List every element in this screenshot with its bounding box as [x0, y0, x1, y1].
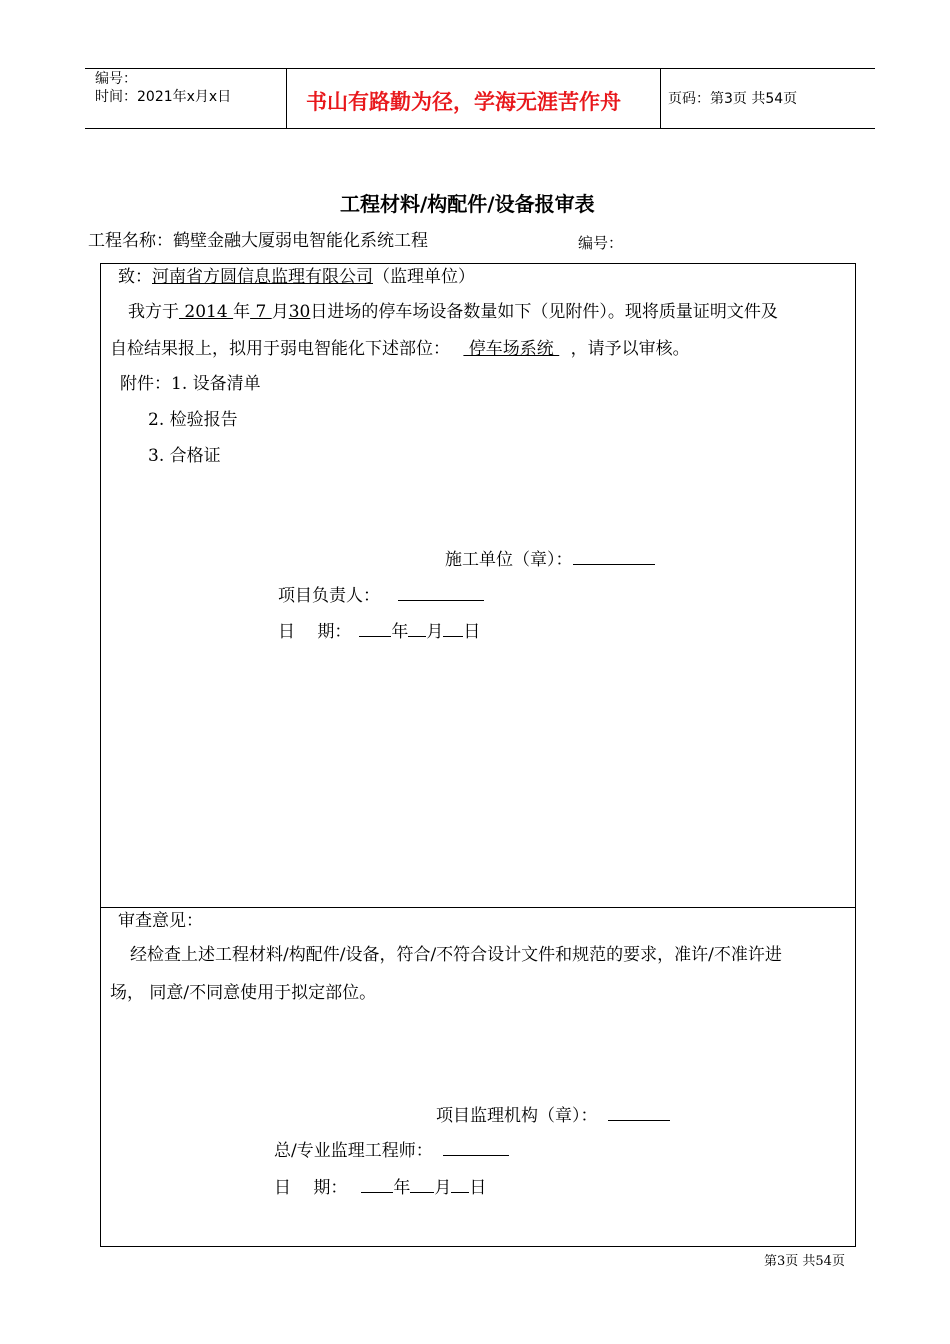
contractor-sign-line	[445, 548, 655, 571]
engineer-sign-line	[274, 1139, 509, 1162]
entry-statement-line2	[110, 338, 690, 360]
form-number-label: 编号：	[578, 234, 624, 252]
entry-year: 2014	[179, 302, 234, 322]
date-day-blank[interactable]	[443, 620, 463, 637]
date-year-blank[interactable]	[359, 620, 391, 637]
entry-day: 30	[288, 302, 311, 322]
date-label: 日 期：	[274, 1178, 348, 1198]
statement-line2-end: ，请予以审核。	[570, 339, 690, 359]
statement-text: 我方于	[128, 302, 179, 322]
page-footer: 第3页 共54页	[764, 1254, 845, 1269]
date-year-unit: 年	[393, 1178, 411, 1198]
statement-rest: 日进场的停车场设备数量如下（见附件）。现将质量证明文件及	[310, 302, 778, 322]
contractor-sign-blank[interactable]	[573, 548, 655, 565]
date-label: 日 期：	[278, 622, 352, 642]
attachment-1: 附件：1. 设备清单	[120, 374, 261, 394]
review-opinion-line1: 经检查上述工程材料/构配件/设备，符合/不符合设计文件和规范的要求，准许/不准许进	[130, 945, 782, 965]
date-year-unit: 年	[391, 622, 409, 642]
section1-date-line	[278, 620, 480, 643]
statement-line2-text: 自检结果报上，拟用于弱电智能化下述部位：	[110, 339, 450, 359]
manager-sign-blank[interactable]	[398, 584, 484, 601]
entry-month: 7	[250, 302, 272, 322]
addressee-line	[118, 266, 475, 288]
install-location: 停车场系统	[463, 339, 560, 359]
addressee-suffix: （监理单位）	[373, 267, 475, 287]
header-number-label: 编号：	[95, 71, 137, 87]
section2-date-line	[274, 1176, 486, 1199]
header-top-rule	[85, 68, 875, 69]
header-motto: 书山有路勤为径，学海无涯苦作舟	[306, 90, 621, 114]
date-day-blank[interactable]	[451, 1176, 469, 1193]
header-page-info: 页码：第3页 共54页	[668, 91, 798, 107]
supervision-unit: 河南省方圆信息监理有限公司	[152, 267, 373, 287]
date-day-unit: 日	[469, 1178, 487, 1198]
supervision-org-sign-label: 项目监理机构（章）：	[436, 1106, 598, 1126]
engineer-sign-label: 总/专业监理工程师：	[274, 1141, 433, 1161]
date-month-blank[interactable]	[408, 620, 426, 637]
header-divider-right	[660, 68, 661, 129]
manager-sign-line	[278, 584, 484, 607]
month-unit: 月	[271, 302, 289, 322]
manager-sign-label: 项目负责人：	[278, 586, 380, 606]
supervision-org-sign-blank[interactable]	[608, 1104, 670, 1121]
date-month-unit: 月	[434, 1178, 452, 1198]
review-label: 审查意见：	[118, 911, 203, 931]
date-month-blank[interactable]	[410, 1176, 434, 1193]
header-divider-left	[286, 68, 287, 129]
year-unit: 年	[233, 302, 251, 322]
header-bottom-rule	[85, 128, 875, 129]
addressee-prefix: 致：	[118, 267, 152, 287]
form-title: 工程材料/构配件/设备报审表	[340, 192, 595, 216]
date-day-unit: 日	[463, 622, 481, 642]
header-time: 时间：2021年x月x日	[95, 89, 232, 105]
project-name: 工程名称：鹤壁金融大厦弱电智能化系统工程	[88, 231, 428, 251]
supervision-org-sign-line	[436, 1104, 670, 1127]
contractor-sign-label: 施工单位（章）：	[445, 550, 573, 570]
review-opinion-line2: 场， 同意/不同意使用于拟定部位。	[110, 983, 377, 1003]
date-year-blank[interactable]	[361, 1176, 393, 1193]
attachment-2: 2. 检验报告	[148, 410, 238, 430]
attachment-3: 3. 合格证	[148, 446, 221, 466]
entry-statement-line1	[128, 301, 778, 323]
date-month-unit: 月	[426, 622, 444, 642]
engineer-sign-blank[interactable]	[443, 1139, 509, 1156]
